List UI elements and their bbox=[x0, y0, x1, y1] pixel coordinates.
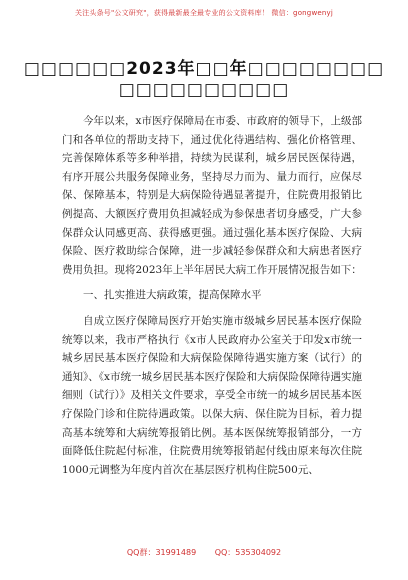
body-paragraph: 自成立医疗保障局医疗开始实施市级城乡居民基本医疗保险统筹以来，我市严格执行《x市人民政府办公室关于印发x市统一城乡居民基本医疗保险和大病保险保障待遇实施方案（试行）的通知》、《x市统一城乡居民基本医疗保险和大病保险保障待遇实施细则（试行）》及相关文件要求，享受全市统一的城乡居民基本医疗保险门诊和住院待遇政策。以保大病、保住院为目标，着力提高基本统筹和大病统筹报销比例。基本医保统筹报销部分，一方面降低住院起付标准，住院费用统筹报销起付线由原来每次住院1000元调整为年度内首次在基层医疗机构住院500元、 bbox=[62, 314, 362, 476]
footer-contact: QQ群：31991489 QQ：535304092 bbox=[126, 548, 282, 557]
header-banner: 关注头条号"公文研究"，获得最新最全最专业的公文资料库！ 微信：gongwenyj bbox=[74, 9, 334, 17]
section-heading: 一、扎实推进大病政策，提高保障水平 bbox=[83, 289, 262, 302]
document-title-line-2: □□□□□□□□□□ bbox=[118, 80, 290, 100]
document-title-line-1: □□□□□□2023年□□年□□□□□□□□ bbox=[23, 59, 385, 79]
intro-paragraph: 今年以来，x市医疗保障局在市委、市政府的领导下，上级部门和各单位的帮助支持下，通过优化待遇结构、强化价格管理、完善保障体系等多种举措，持续为民谋利，城乡居民医保待遇，有序开展公共服务保障业务，坚持尽力而为、量力而行，应保尽保、保障基本，特别是大病保险待遇显著提升，住院费用报销比例提高、大额医疗费用负担减轻成为参保患者切身感受，广大参保群众认同感更高、获得感更强。通过强化基本医疗保险、大病保险、医疗救助综合保障，进一步减轻参保群众和大病患者医疗费用负担。现将2023年上半年居民大病工作开展情况报告如下： bbox=[62, 115, 362, 276]
document-body bbox=[62, 112, 362, 479]
